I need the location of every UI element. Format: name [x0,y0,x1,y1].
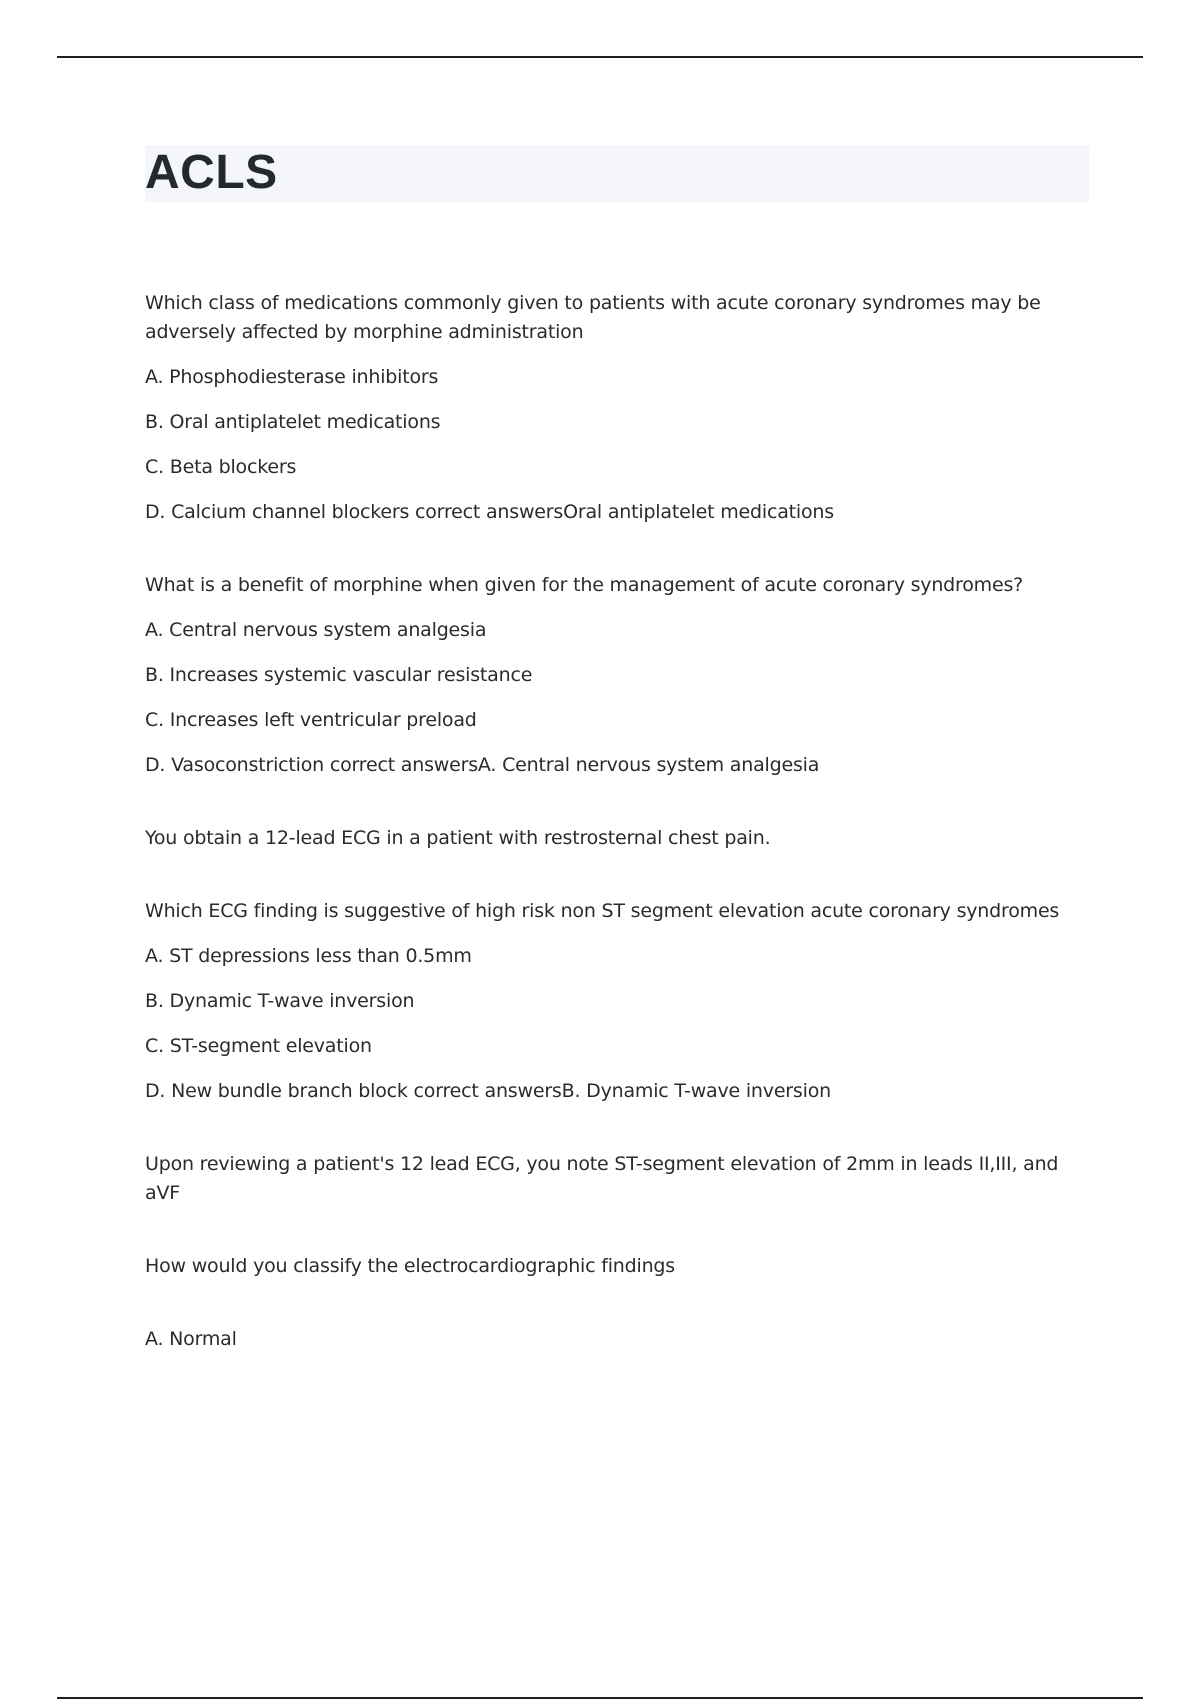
question-text: What is a benefit of morphine when given for the management of acute coronary syndromes? [145,574,1024,596]
statement-text: Upon reviewing a patient's 12 lead ECG, you note ST-segment elevation of 2mm in leads II,III, and aVF [145,1153,1059,1204]
footer-rule [57,1697,1143,1699]
answer-option-c: C. ST-segment elevation [145,1035,372,1057]
statement-text: You obtain a 12-lead ECG in a patient with restrosternal chest pain. [145,827,771,849]
text-block-7 [145,1325,1065,1354]
question-block-4 [145,897,1065,1106]
answer-option-b: B. Dynamic T-wave inversion [145,990,415,1012]
text-block-3 [145,824,1065,853]
document-body [145,289,1065,1398]
question-text: Which ECG finding is suggestive of high risk non ST segment elevation acute coronary syndromes [145,900,1060,922]
document-title: ACLS [145,146,278,199]
answer-option-d: D. Calcium channel blockers correct answersOral antiplatelet medications [145,501,834,523]
answer-option-a: A. Phosphodiesterase inhibitors [145,366,439,388]
answer-option-b: B. Oral antiplatelet medications [145,411,441,433]
answer-option-b: B. Increases systemic vascular resistance [145,664,533,686]
text-block-6 [145,1252,1065,1281]
answer-option-a: A. Normal [145,1328,237,1350]
answer-option-a: A. ST depressions less than 0.5mm [145,945,472,967]
header-rule [57,56,1143,58]
question-text: Which class of medications commonly given to patients with acute coronary syndromes may be adversely affected by morphine administration [145,292,1041,343]
answer-option-c: C. Beta blockers [145,456,297,478]
answer-option-d: D. New bundle branch block correct answersB. Dynamic T-wave inversion [145,1080,831,1102]
answer-option-d: D. Vasoconstriction correct answersA. Central nervous system analgesia [145,754,820,776]
text-block-5 [145,1150,1065,1208]
question-block-1 [145,289,1065,527]
question-block-2 [145,571,1065,780]
title-band [145,145,1089,202]
answer-option-a: A. Central nervous system analgesia [145,619,487,641]
answer-option-c: C. Increases left ventricular preload [145,709,477,731]
question-text: How would you classify the electrocardiographic findings [145,1255,675,1277]
